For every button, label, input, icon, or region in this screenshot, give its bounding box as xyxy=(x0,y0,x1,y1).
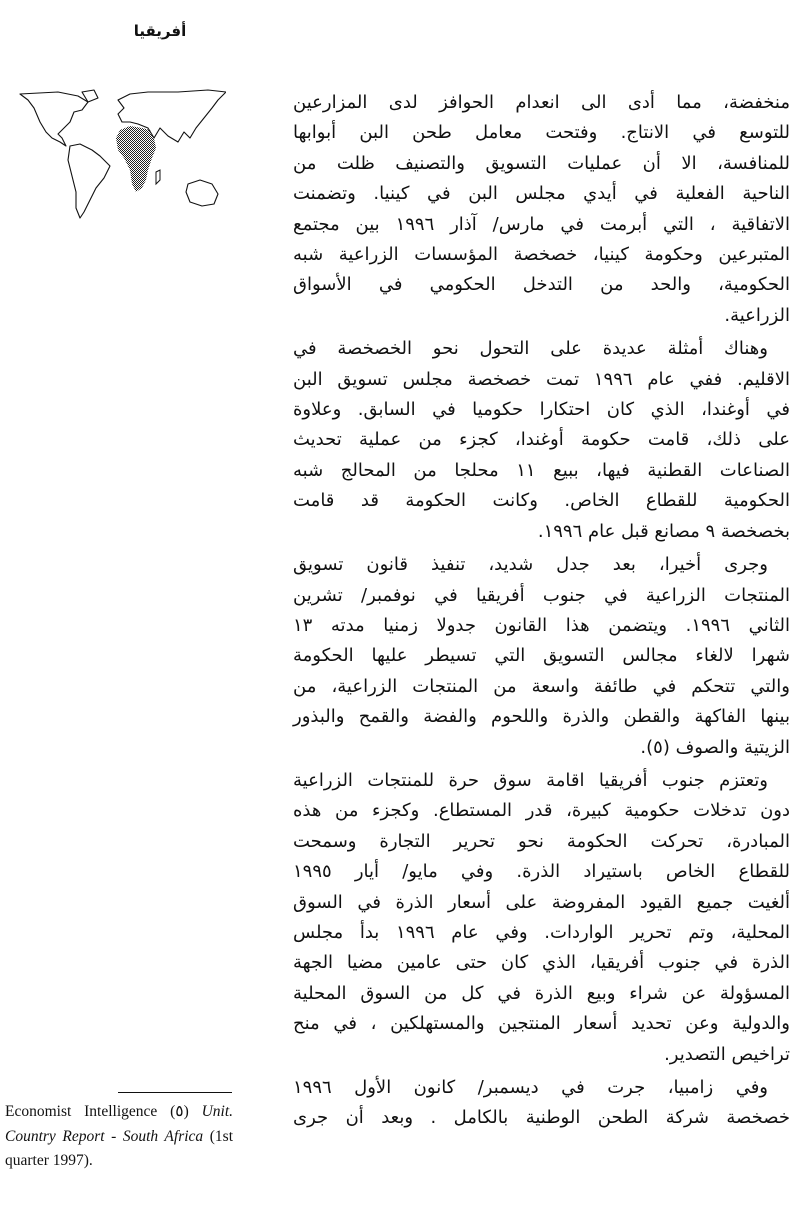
text-line: منخفضة، مما أدى الى انعدام الحوافز لدى المزارعين xyxy=(293,92,790,113)
text-line: وهناك أمثلة عديدة على التحول نحو الخصخصة في xyxy=(293,338,768,360)
footnote-text: Economist Intelligence xyxy=(5,1103,158,1120)
text-line: وفي زامبيا، جرت في ديسمبر/ كانون الأول ١٩٩٦ xyxy=(293,1077,768,1098)
text-line: للمنافسة، الا أن عمليات التسويق والتصنيف ظلت من xyxy=(293,152,790,174)
text-line: على ذلك، قامت حكومة أوغندا، كجزء من عملية تحديث xyxy=(293,429,790,451)
text-line: والدولية وعن تحديد أسعار المنتجين والمستهلكين ، في منح xyxy=(293,1013,790,1035)
text-line: والتي تتحكم في طائفة واسعة من المنتجات الزراعية، من xyxy=(293,675,790,697)
madagascar-shape xyxy=(156,170,160,184)
text-line: المتبرعين وحكومة كينيا، خصخصة المؤسسات الزراعية شبه xyxy=(293,244,790,266)
text-line: دون تدخلات حكومية كبيرة، قدر المستطاع. وكجزء من هذه xyxy=(293,800,790,822)
text-line: في أوغندا، الذي كان احتكارا حكوميا في السابق. وعلاوة xyxy=(293,399,790,421)
footnote-date: (1st quarter 1997). xyxy=(5,1127,233,1169)
paragraph xyxy=(293,766,790,1070)
world-map-icon xyxy=(18,88,226,220)
paragraph xyxy=(293,1073,790,1134)
text-line: الاقليم. ففي عام ١٩٩٦ تمت خصخصة مجلس تسويق البن xyxy=(293,368,790,390)
text-line: وتعتزم جنوب أفريقيا اقامة سوق حرة للمنتجات الزراعية xyxy=(293,769,768,791)
australia-shape xyxy=(186,180,218,206)
text-line: الثاني ١٩٩٦. ويتضمن هذا القانون جدولا زمنيا مدته ١٣ xyxy=(293,614,790,636)
paragraph xyxy=(293,88,790,331)
south-america-shape xyxy=(68,144,110,218)
text-line: وجرى أخيرا، بعد جدل شديد، تنفيذ قانون تسويق xyxy=(293,554,768,576)
north-america-shape xyxy=(20,92,88,146)
text-line: خصخصة شركة الطحن الوطنية بالكامل . وبعد أن جرى xyxy=(293,1107,790,1129)
text-line: المنتجات الزراعية في جنوب أفريقيا في نوفمبر/ تشرين xyxy=(293,584,790,606)
paragraph xyxy=(293,550,790,763)
page-header-title: أفريقيا xyxy=(133,22,187,40)
footnote-divider xyxy=(118,1092,232,1093)
text-line: الصناعات القطنية فيها، ببيع ١١ محلجا من المحالج شبه xyxy=(293,459,790,481)
africa-highlighted-shape xyxy=(116,126,156,192)
text-line: ألغيت جميع القيود المفروضة على أسعار الذرة في السوق xyxy=(293,891,790,913)
text-line: الزيتية والصوف (٥). xyxy=(640,736,790,758)
text-line: بينها الفاكهة والقطن والذرة واللحوم والفضة والقمح والبذور xyxy=(293,706,790,728)
text-line: للقطاع الخاص باستيراد الذرة. وفي مايو/ أيار ١٩٩٥ xyxy=(293,861,790,883)
footnote xyxy=(5,1100,233,1174)
text-line: للتوسع في الانتاج. وفتحت معامل طحن البن أبوابها xyxy=(293,122,790,144)
text-line: الحكومية، والحد من التدخل الحكومي في الأسواق xyxy=(293,274,790,296)
footnote-source-title: Unit. Country Report - South Africa xyxy=(5,1103,233,1145)
text-line: بخصخصة ٩ مصانع قبل عام ١٩٩٦. xyxy=(537,520,790,542)
text-line: الناحية الفعلية في أيدي مجلس البن في كينيا. وتضمنت xyxy=(293,183,790,205)
text-line: المسؤولة عن شراء وبيع الذرة في كل من السوق المحلية xyxy=(293,982,790,1004)
text-line: الاتفاقية ، التي أبرمت في مارس/ آذار ١٩٩٦ بين مجتمع xyxy=(293,213,791,235)
article-body xyxy=(293,88,790,1137)
text-line: تراخيص التصدير. xyxy=(664,1043,790,1065)
text-line: الحكومية للقطاع الخاص. وكانت الحكومة قد قامت xyxy=(293,490,790,512)
paragraph xyxy=(293,334,790,547)
text-line: شهرا لالغاء مجالس التسويق التي تسيطر عليها الحكومة xyxy=(293,645,790,667)
text-line: الزراعية. xyxy=(724,304,790,326)
footnote-marker: (٥) xyxy=(170,1103,189,1120)
text-line: المحلية، وتم تحرير الواردات. وفي عام ١٩٩٦ بدأ مجلس xyxy=(293,921,790,943)
text-line: الذرة في جنوب أفريقيا، الذي كان حتى عامين مضيا الجهة xyxy=(293,952,790,974)
text-line: المبادرة، تحركت الحكومة نحو تحرير التجارة وسمحت xyxy=(293,830,790,852)
